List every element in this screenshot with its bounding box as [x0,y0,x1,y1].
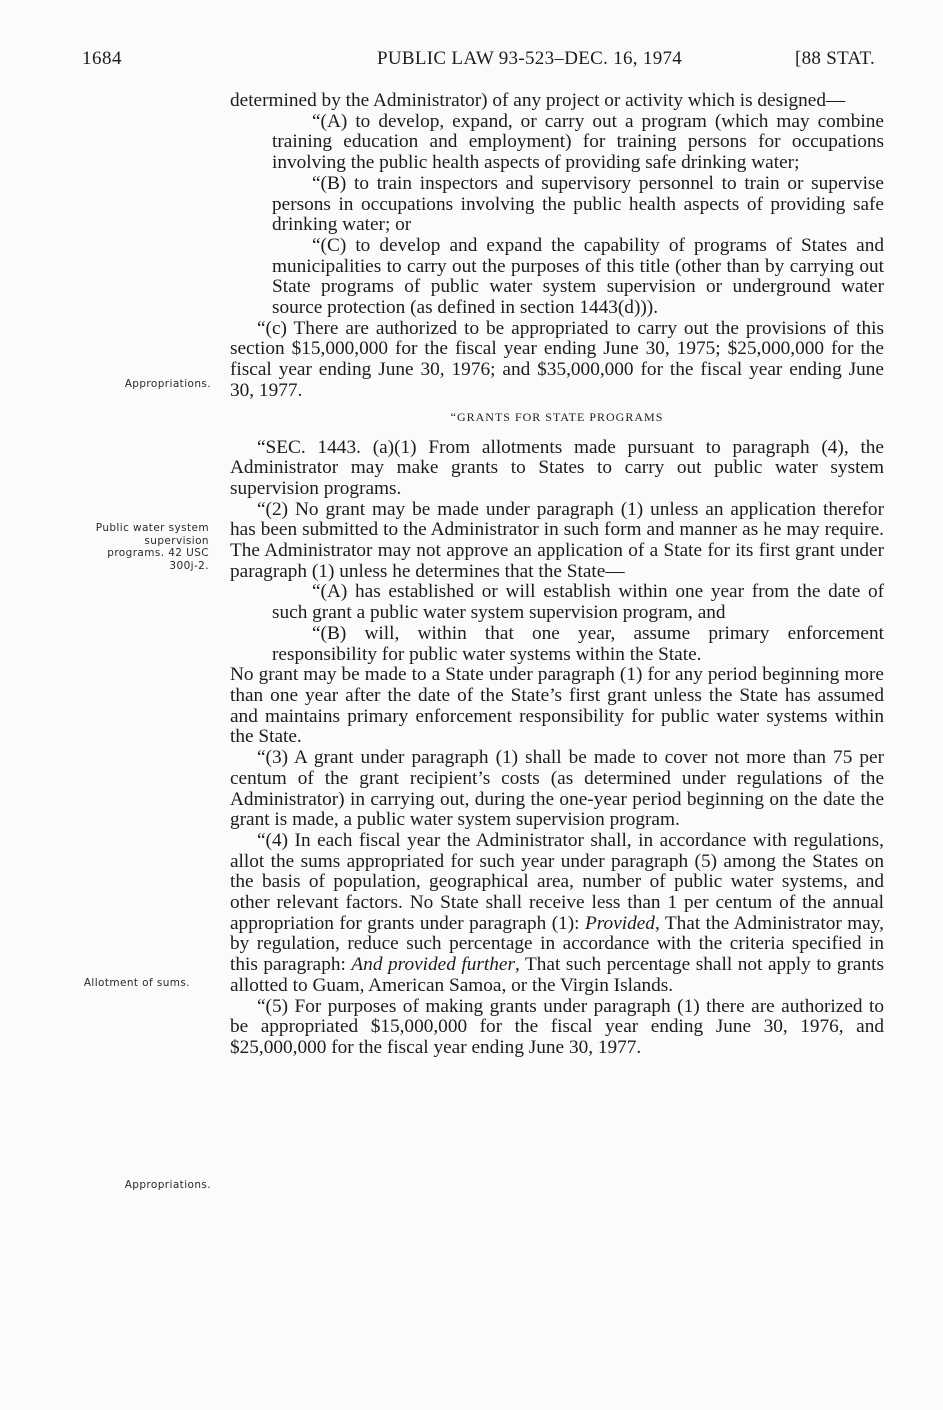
subparagraph-a: “(A) to develop, expand, or carry out a program (which may combine training education and employment) for training persons for occupations involving the public health aspects of providing safe drinking water; [272,110,884,174]
section-heading: “GRANTS FOR STATE PROGRAMS [450,409,664,424]
margin-note-appropriations-2: Appropriations. [124,1179,211,1191]
paragraph-4-text-3: , That such percentage shall not apply to grants allotted to Guam, American Samoa, or the Virgin Islands. [230,954,884,996]
section-label: “SEC. [257,436,306,458]
paragraph-5: “(5) For purposes of making grants under paragraph (1) there are authorized to be appropriated $15,000,000 for the fiscal year ending June 30, 1976, and $25,000,000 for the fiscal year ending June 30, 1977. [230,995,884,1058]
page-header [0,44,943,74]
running-title: PUBLIC LAW 93-523–DEC. 16, 1974 [377,48,683,69]
provided-term: Provided [584,912,655,934]
clause-a: “(A) has established or will establish within one year from the date of such grant a public water system supervision program, and [272,581,884,624]
paragraph-2: “(2) No grant may be made under paragraph (1) unless an application therefor has been submitted to the Administrator in such form and manner as he may require. The Administrator may not approve an application of a State for its first grant under paragraph (1) unless he determines that the State— [230,498,884,582]
paragraph: determined by the Administrator) of any project or activity which is designed— [230,90,846,111]
paragraph-4 [230,831,884,997]
statute-body [230,91,884,1059]
paragraph-continuation: No grant may be made to a State under paragraph (1) for any period beginning more than one year after the date of the State’s first grant unless the State has assumed and maintains primary enforcement responsibility for public water systems within the State. [230,664,884,748]
volume-reference: [88 STAT. [795,48,875,69]
section-text: 1443. (a)(1) From allotments made pursuant to paragraph (4), the Administrator may make grants to States to carry out public water system supervision programs. [230,436,884,499]
page-number: 1684 [82,48,122,69]
clause-b: “(B) will, within that one year, assume primary enforcement responsibility for public water systems within the State. [272,622,884,665]
paragraph-4-text: “(4) In each fiscal year the Administrator shall, in accordance with regulations, allot the sums appropriated for such year under paragraph (5) among the States on the basis of population, geographical area, number of public water systems, and other relevant factors. No State shall receive less than 1 per centum of the annual appropriation for grants under paragraph (1): [230,829,884,934]
subparagraph-c: “(C) to develop and expand the capability of programs of States and municipalities to carry out the purposes of this title (other than by carrying out State programs of public water system supervision or underground water source protection (as defined in section 1443(d))). [272,234,884,319]
paragraph-4-text-2: , That the Administrator may, by regulation, reduce such percentage in accordance with the criteria specified in this paragraph: [230,912,884,976]
margin-note-appropriations: Appropriations. [124,378,211,390]
margin-note-public-water-supervision: Public water system supervision programs. 42 USC 300j-2. [95,522,209,572]
subsection-c: “(c) There are authorized to be appropriated to carry out the provisions of this section $15,000,000 for the fiscal year ending June 30, 1975; $25,000,000 for the fiscal year ending June 30, 1976; and $35,000,000 for the fiscal year ending June 30, 1977. [230,317,884,401]
provided-further-term: And provided further [351,954,515,976]
section-1443-a1 [230,438,884,500]
subparagraph-b: “(B) to train inspectors and supervisory personnel to train or supervise persons in occupations involving the public health aspects of providing safe drinking water; or [272,172,884,236]
margin-note-allotment: Allotment of sums. [83,977,190,989]
paragraph-3: “(3) A grant under paragraph (1) shall be made to cover not more than 75 per centum of the grant recipient’s costs (as determined under regulations of the Administrator) in carrying out, during the one-year period beginning on the date the grant is made, a public water system supervision program. [230,747,884,831]
